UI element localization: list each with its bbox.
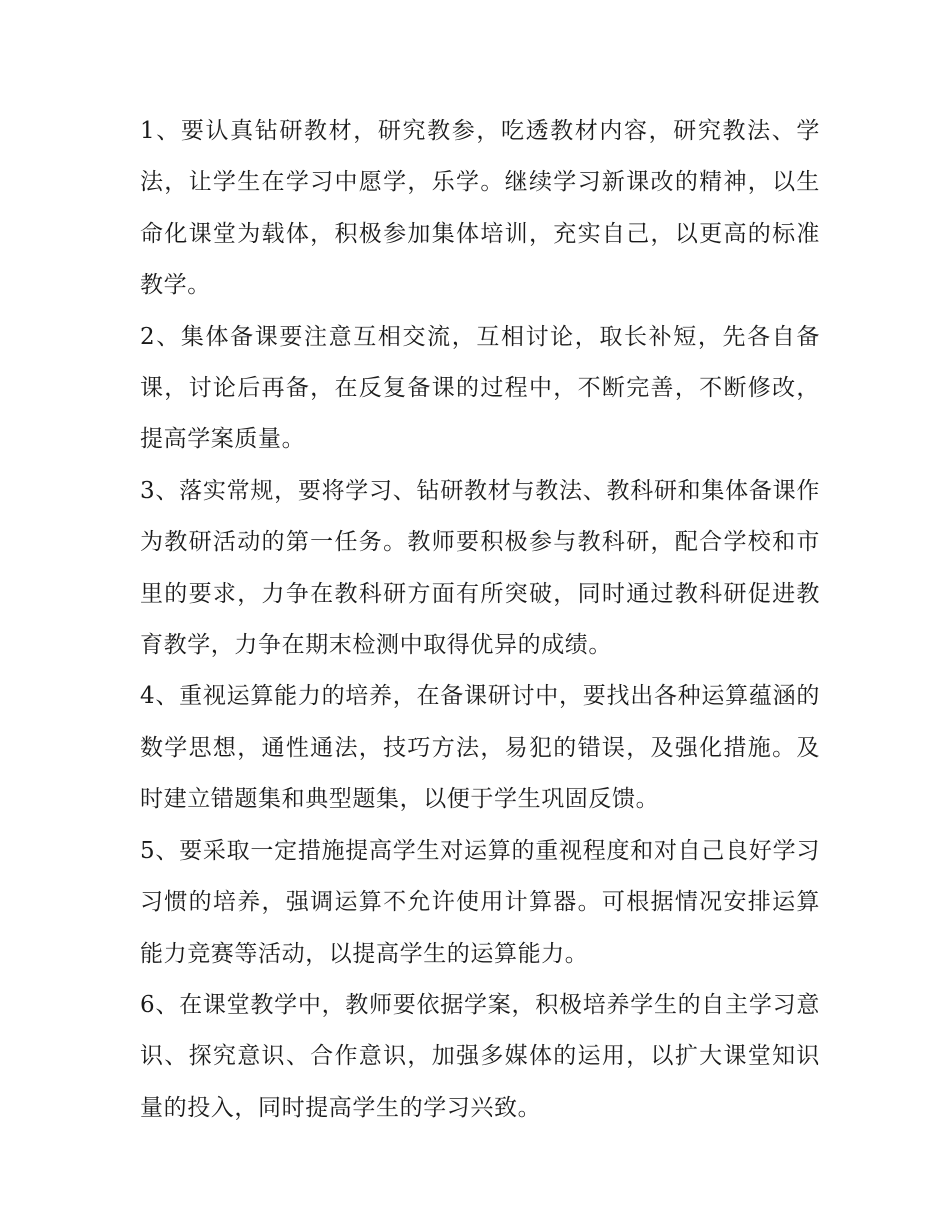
paragraph-3: 3、落实常规，要将学习、钻研教材与教法、教科研和集体备课作为教研活动的第一任务。教师要积极参与教科研，配合学校和市里的要求，力争在教科研方面有所突破，同时通过教科研促进教育教学，力争在期末检测中取得优异的成绩。	[140, 477, 820, 659]
paragraph-6: 6、在课堂教学中，教师要依据学案，积极培养学生的自主学习意识、探究意识、合作意识，加强多媒体的运用，以扩大课堂知识量的投入，同时提高学生的学习兴致。	[140, 991, 820, 1121]
paragraph-5: 5、要采取一定措施提高学生对运算的重视程度和对自己良好学习习惯的培养，强调运算不允许使用计算器。可根据情况安排运算能力竞赛等活动，以提高学生的运算能力。	[140, 837, 820, 967]
document-body	[140, 106, 820, 1134]
paragraph-2: 2、集体备课要注意互相交流，互相讨论，取长补短，先各自备课，讨论后再备，在反复备课的过程中，不断完善，不断修改，提高学案质量。	[140, 323, 820, 453]
paragraph-1: 1、要认真钻研教材，研究教参，吃透教材内容，研究教法、学法，让学生在学习中愿学，乐学。继续学习新课改的精神，以生命化课堂为载体，积极参加集体培训，充实自己，以更高的标准教学。	[140, 118, 820, 299]
paragraph-4: 4、重视运算能力的培养，在备课研讨中，要找出各种运算蕴涵的数学思想，通性通法，技巧方法，易犯的错误，及强化措施。及时建立错题集和典型题集，以便于学生巩固反馈。	[140, 683, 820, 813]
